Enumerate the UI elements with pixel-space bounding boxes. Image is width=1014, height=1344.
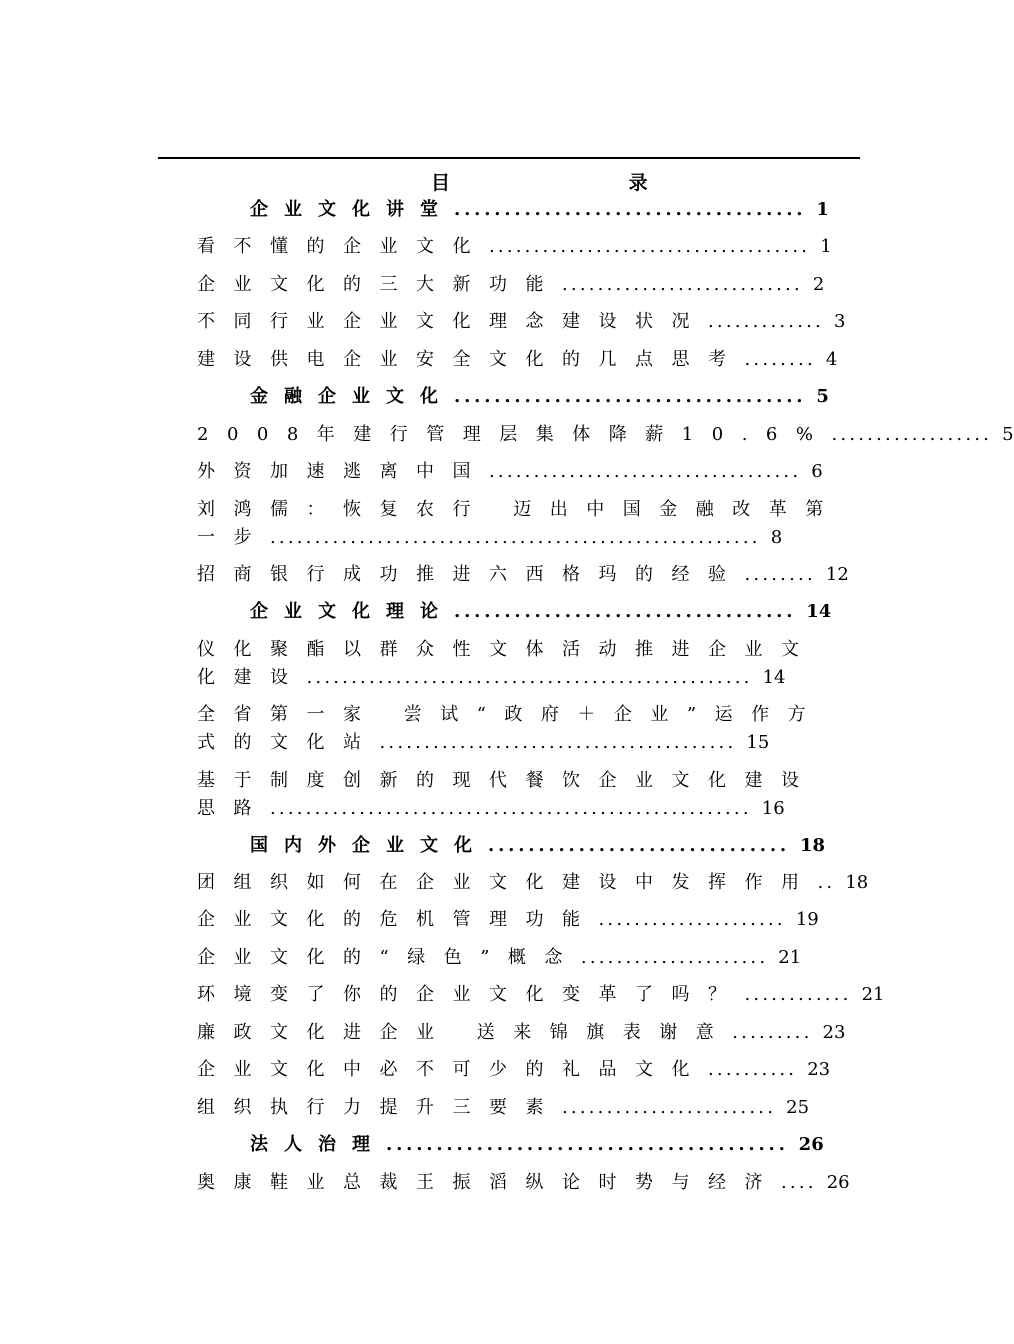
toc-page-number: 21 [861,984,885,1005]
toc-leader-dots: ........ [744,349,816,370]
toc-leader-dots: ......... [732,1022,813,1043]
toc-leader-dots: .............................. [488,835,790,856]
toc-page-number: 14 [806,601,832,622]
toc-leader-dots: ...................................................... [270,798,752,819]
toc-page-number: 2 [812,274,825,295]
toc-entry-title: 金融企业文化 [250,386,454,407]
toc-item[interactable] [197,233,832,261]
toc-item[interactable] [197,1056,830,1084]
toc-item[interactable] [197,421,1014,449]
toc-leader-dots: ................................... [454,386,807,407]
toc-item[interactable] [197,271,824,299]
toc-page-number: 3 [833,311,846,332]
toc-page-number: 1 [820,236,832,257]
toc-entry-title: 看不懂的企业文化 [197,236,489,257]
toc-entry-title: 法人治理 [250,1134,386,1155]
toc-entry-title: 2008年建行管理层集体降薪10.6% [197,424,832,445]
toc-item[interactable] [197,458,823,486]
toc-item[interactable] [197,346,837,374]
toc-page-number: 18 [800,835,826,856]
toc-page-number: 18 [845,872,869,893]
toc-leader-dots: ........ [744,564,816,585]
toc-leader-dots: ........................................ [379,732,737,753]
header-rule [158,157,860,159]
toc-entry-title: 基于制度创新的现代餐饮企业文化建设 [197,770,818,791]
toc-leader-dots: .... [781,1172,817,1193]
toc-entry-title: 国内外企业文化 [250,835,488,856]
toc-entry-title: 企业文化的三大新功能 [197,274,562,295]
toc-item[interactable] [197,1019,845,1047]
toc-leader-dots: .................................. [454,601,797,622]
toc-item[interactable] [197,561,849,589]
toc-section[interactable] [250,196,829,224]
toc-leader-dots: ..................... [580,947,769,968]
toc-page-number: 6 [811,461,823,482]
toc-leader-dots: .................. [831,424,993,445]
toc-entry-title: 环境变了你的企业文化变革了吗？ [197,984,745,1005]
toc-page-number: 23 [822,1022,846,1043]
toc-entry-title: 刘鸿儒：恢复农行 迈出中国金融改革第 [197,499,842,520]
toc-item[interactable] [197,767,818,823]
toc-page-number: 4 [825,349,838,370]
toc-section[interactable] [250,598,831,626]
toc-page-number: 5 [1002,424,1014,445]
toc-item[interactable] [197,906,819,934]
toc-item[interactable] [197,869,868,897]
toc-leader-dots: ............ [744,984,852,1005]
toc-page-number: 25 [786,1097,810,1118]
toc-entry-title-cont: 一步 [197,527,270,548]
toc-item[interactable] [197,636,818,692]
toc-entry-title: 企业文化讲堂 [250,199,454,220]
toc-entry-title: 全省第一家 尝试“政府＋企业”运作方 [197,704,825,725]
toc-page-number: 16 [761,798,785,819]
toc-entry-title-cont: 式的文化站 [197,732,380,753]
toc-item[interactable] [197,308,845,336]
toc-entry-title: 招商银行成功推进六西格玛的经验 [197,564,745,585]
toc-leader-dots: ..................... [598,909,786,930]
toc-entry-title: 外资加速逃离中国 [197,461,489,482]
toc-section[interactable] [250,383,829,411]
toc-item[interactable] [197,944,801,972]
toc-entry-title: 廉政文化进企业 送来锦旗表谢意 [197,1022,733,1043]
toc-section[interactable] [250,832,825,860]
toc-leader-dots: ........................ [562,1097,777,1118]
toc-page-number: 14 [762,667,786,688]
toc-leader-dots: ........................... [562,274,803,295]
toc-page-number: 12 [825,564,849,585]
toc-page-number: 23 [807,1059,831,1080]
toc-page-number: 19 [795,909,819,930]
toc-entry-title: 奥康鞋业总裁王振滔纵论时势与经济 [197,1172,781,1193]
toc-entry-title: 企业文化的危机管理功能 [197,909,599,930]
toc-leader-dots: ................................... [489,461,802,482]
toc-item[interactable] [197,981,884,1009]
toc-entry-title: 仪化聚酯以群众性文体活动推进企业文 [197,639,818,660]
toc-item[interactable] [197,496,842,552]
toc-item[interactable] [197,1169,850,1197]
toc-page-number: 15 [746,732,770,753]
toc-section[interactable] [250,1131,824,1159]
toc-entry-title: 组织执行力提升三要素 [197,1097,562,1118]
toc-entry-title: 企业文化中必不可少的礼品文化 [197,1059,708,1080]
toc-entry-title: 企业文化的“绿色”概念 [197,947,581,968]
toc-leader-dots: ................................... [454,199,807,220]
toc-leader-dots: .................................... [489,236,811,257]
toc-leader-dots: ............. [708,311,824,332]
toc-page-number: 26 [826,1172,850,1193]
toc-leader-dots: ....................................................... [270,527,761,548]
toc-leader-dots: .. [817,872,836,893]
toc-entry-title: 不同行业企业文化理念建设状况 [197,311,708,332]
toc-page-number: 5 [816,386,829,407]
toc-entry-title: 团组织如何在企业文化建设中发挥作用 [197,872,818,893]
toc-entry-title: 企业文化理论 [250,601,454,622]
toc-item[interactable] [197,1094,809,1122]
toc-item[interactable] [197,701,824,757]
toc-leader-dots: .......... [708,1059,798,1080]
toc-page-number: 26 [798,1134,824,1155]
toc-page-number: 8 [770,527,783,548]
toc-title: 目 录 [431,172,734,194]
toc-entry-title-cont: 思路 [197,798,270,819]
toc-entry-title-cont: 化建设 [197,667,307,688]
toc-entry-title: 建设供电企业安全文化的几点思考 [197,349,745,370]
toc-page-number: 21 [778,947,802,968]
toc-leader-dots: .................................................. [306,667,753,688]
toc-page-number: 1 [816,199,829,220]
toc-leader-dots: ........................................ [386,1134,789,1155]
